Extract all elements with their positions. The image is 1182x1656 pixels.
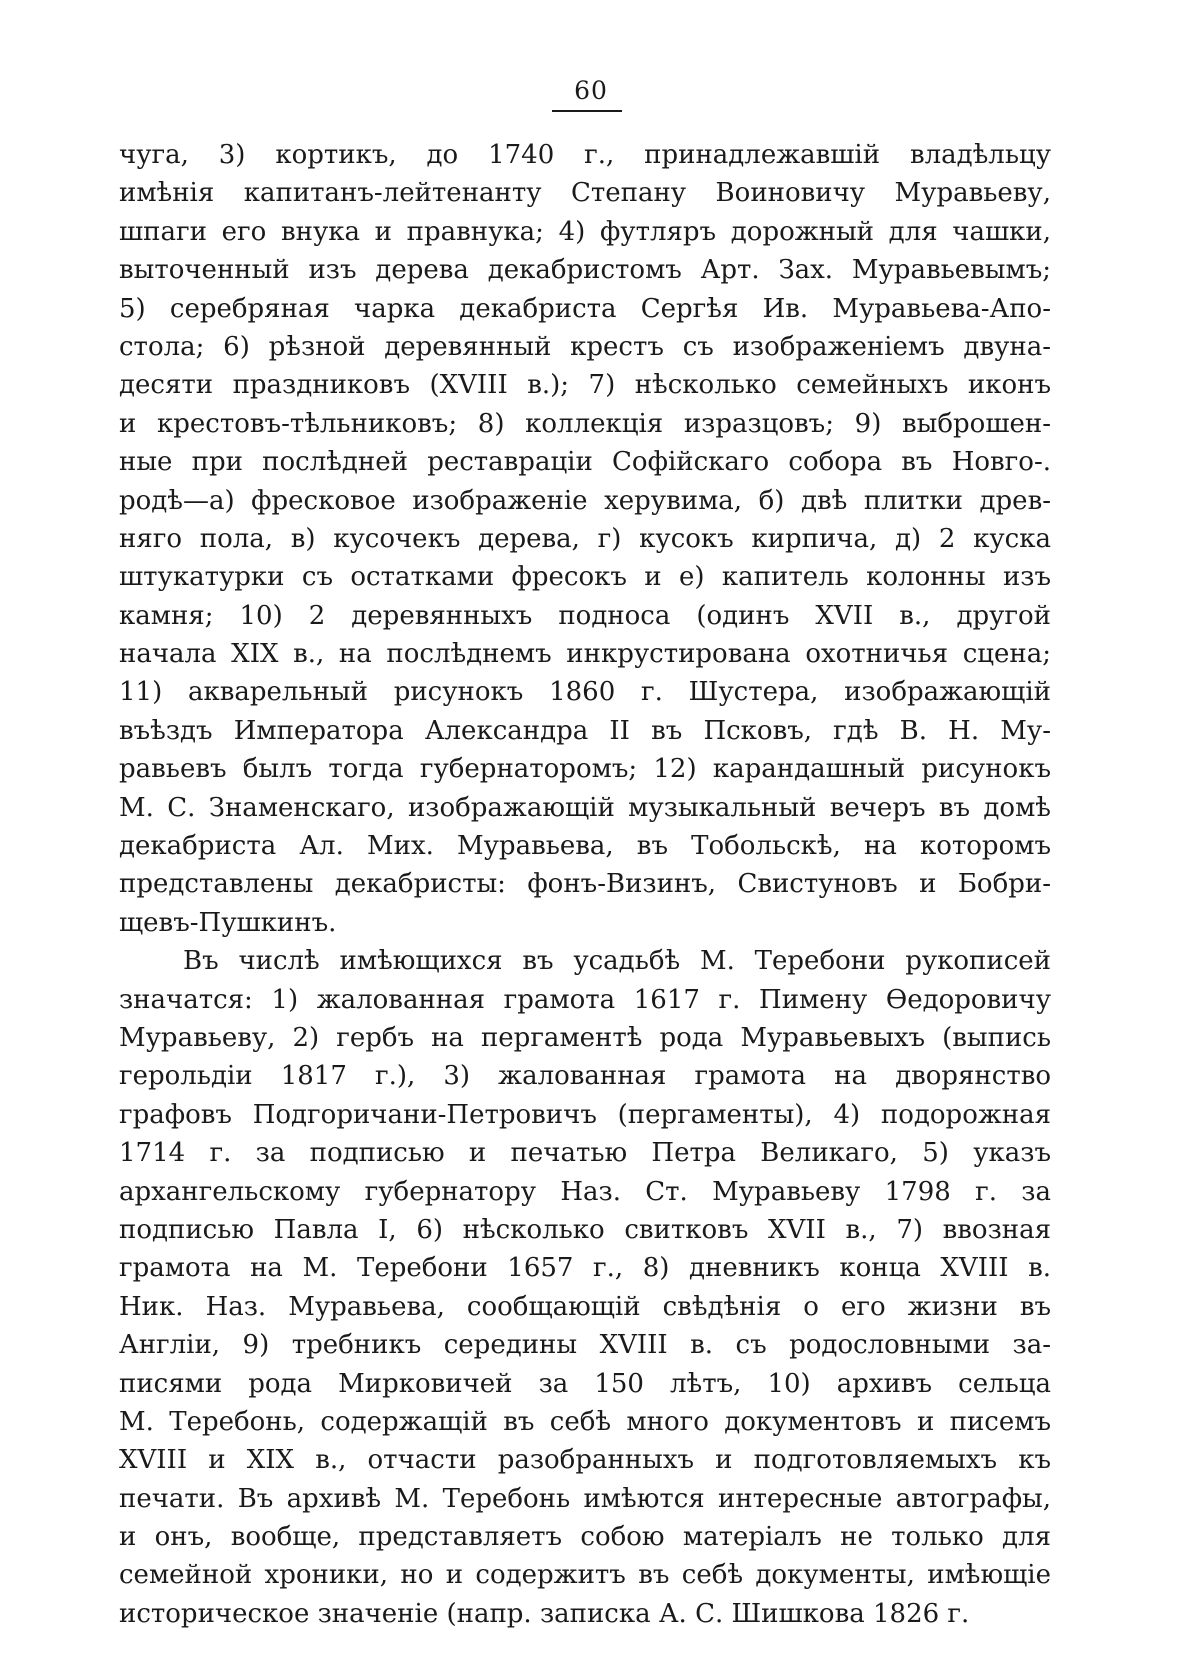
paragraph (119, 942, 1051, 1633)
text-line: представлены декабристы: фонъ-Визинъ, Свистуновъ и Бобри- (119, 869, 1051, 900)
text-line: семейной хроники, но и содержитъ въ себѣ документы, имѣющіе (119, 1560, 1051, 1591)
text-line: подписью Павла I, 6) нѣсколько свитковъ XVII в., 7) ввозная (119, 1214, 1051, 1245)
text-line: 1714 г. за подписью и печатью Петра Великаго, 5) указъ (119, 1138, 1051, 1169)
text-line: М. С. Знаменскаго, изображающій музыкальный вечеръ въ домѣ (119, 792, 1051, 823)
text-line: равьевъ былъ тогда губернаторомъ; 12) карандашный рисунокъ (119, 754, 1051, 785)
text-line: грамота на М. Теребони 1657 г., 8) дневникъ конца XVIII в. (119, 1253, 1051, 1284)
text-line: няго пола, в) кусочекъ дерева, г) кусокъ кирпича, д) 2 куска (119, 523, 1051, 554)
text-line: стола; 6) рѣзной деревянный крестъ съ изображеніемъ двуна- (119, 331, 1051, 362)
text-line: декабриста Ал. Мих. Муравьева, въ Тобольскѣ, на которомъ (119, 831, 1051, 862)
text-line: М. Теребонь, содержащій въ себѣ много документовъ и писемъ (119, 1406, 1051, 1437)
text-line: XVIII и XIX в., отчасти разобранныхъ и подготовляемыхъ къ (119, 1445, 1051, 1476)
body-text (119, 136, 1051, 1633)
text-line: выточенный изъ дерева декабристомъ Арт. Зах. Муравьевымъ; (119, 255, 1051, 286)
text-line: имѣнія капитанъ-лейтенанту Степану Воиновичу Муравьеву, (119, 178, 1051, 209)
text-line: щевъ-Пушкинъ. (119, 907, 337, 938)
text-line: историческое значеніе (напр. записка А. С. Шишкова 1826 г. (119, 1598, 970, 1629)
text-line: чуга, 3) кортикъ, до 1740 г., принадлежавшій владѣльцу (119, 140, 1051, 170)
text-line: писями рода Мирковичей за 150 лѣтъ, 10) архивъ сельца (119, 1368, 1051, 1399)
paragraph (119, 136, 1051, 942)
page-number: 60 (574, 76, 608, 105)
text-line: Въ числѣ имѣющихся въ усадьбѣ М. Теребони рукописей (183, 946, 1051, 977)
text-line: и онъ, вообще, представляетъ собою матеріалъ не только для (119, 1522, 1051, 1553)
text-line: герольдіи 1817 г.), 3) жалованная грамота на дворянство (119, 1061, 1051, 1092)
text-line: Муравьеву, 2) гербъ на пергаментѣ рода Муравьевыхъ (выпись (119, 1022, 1051, 1053)
text-line: графовъ Подгоричани-Петровичъ (пергаменты), 4) подорожная (119, 1099, 1051, 1130)
text-line: камня; 10) 2 деревянныхъ подноса (одинъ XVII в., другой (119, 600, 1051, 631)
text-line: архангельскому губернатору Наз. Ст. Муравьеву 1798 г. за (119, 1176, 1051, 1207)
text-line: ные при послѣдней реставраціи Софійскаго собора въ Новго-. (119, 447, 1051, 478)
text-line: Ник. Наз. Муравьева, сообщающій свѣдѣнія о его жизни въ (119, 1291, 1051, 1322)
text-line: и крестовъ-тѣльниковъ; 8) коллекція изразцовъ; 9) выброшен- (119, 408, 1051, 439)
text-line: начала XIX в., на послѣднемъ инкрустирована охотничья сцена; (119, 639, 1051, 670)
text-line: шпаги его внука и правнука; 4) футляръ дорожный для чашки, (119, 216, 1051, 247)
text-line: печати. Въ архивѣ М. Теребонь имѣются интересные автографы, (119, 1483, 1051, 1514)
text-line: родѣ—а) фресковое изображеніе херувима, б) двѣ плитки древ- (119, 485, 1051, 516)
text-line: въѣздъ Императора Александра II въ Псковъ, гдѣ В. Н. Му- (119, 715, 1051, 746)
text-line: 11) акварельный рисунокъ 1860 г. Шустера, изображающій (119, 677, 1051, 708)
page-number-rule (552, 110, 622, 112)
text-line: штукатурки съ остатками фресокъ и е) капитель колонны изъ (119, 562, 1051, 593)
text-line: десяти праздниковъ (XVIII в.); 7) нѣсколько семейныхъ иконъ (119, 370, 1051, 401)
text-line: 5) серебряная чарка декабриста Сергѣя Ив. Муравьева-Апо- (119, 293, 1051, 324)
text-line: Англіи, 9) требникъ середины XVIII в. съ родословными за- (119, 1330, 1051, 1361)
text-line: значатся: 1) жалованная грамота 1617 г. Пимену Ѳедоровичу (119, 984, 1051, 1015)
